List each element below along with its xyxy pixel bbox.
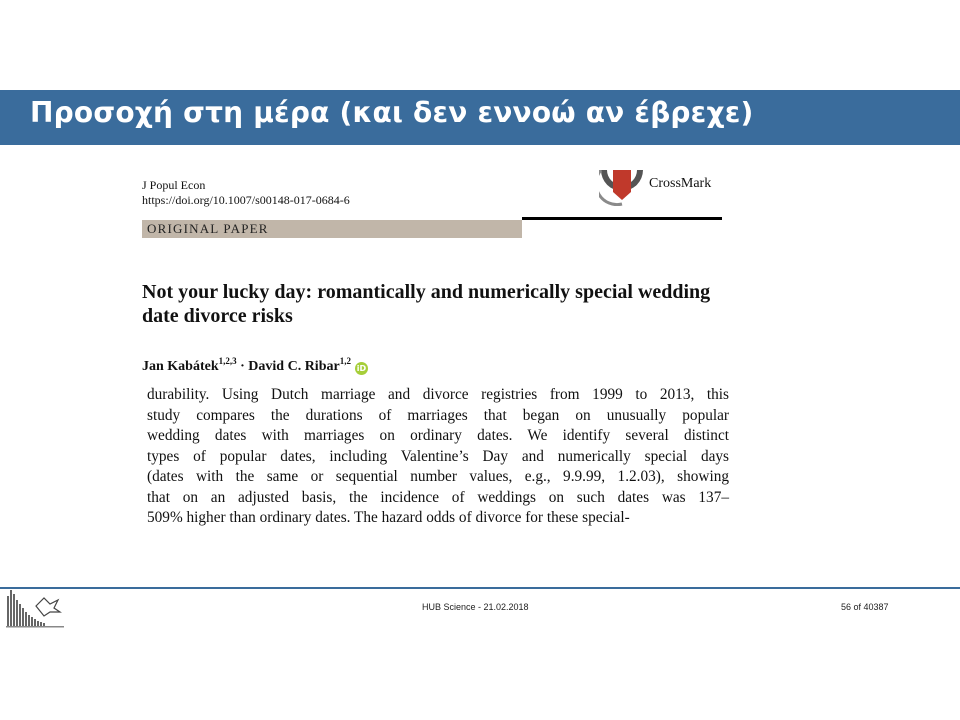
abstract-line: (dates with the same or sequential number values, e.g., 9.9.99, 1.2.03), showing — [147, 468, 729, 485]
abstract-line: study compares the durations of marriages that began on unusually popular — [147, 406, 729, 424]
crossmark-icon — [599, 170, 645, 206]
doi-link[interactable]: https://doi.org/10.1007/s00148-017-0684-6 — [142, 193, 350, 207]
slide-title: Προσοχή στη μέρα (και δεν εννοώ αν έβρεχε) — [30, 96, 754, 129]
journal-name: J Popul Econ — [142, 178, 206, 192]
orcid-icon[interactable]: iD — [356, 364, 367, 373]
abstract-line: durability. Using Dutch marriage and divorce registries from 1999 to 2013, this — [147, 386, 729, 403]
author-name: Jan Kabátek — [142, 359, 219, 374]
header-rule — [522, 217, 722, 220]
author-affiliation: 1,2 — [339, 356, 351, 366]
abstract-line: 509% higher than ordinary dates. The hazard odds of divorce for these special- — [147, 509, 630, 526]
author-name: David C. Ribar — [248, 359, 340, 374]
hub-logo-icon — [6, 588, 64, 628]
abstract-line: wedding dates with marriages on ordinary dates. We identify several distinct — [147, 427, 729, 444]
author-separator: · — [236, 359, 249, 374]
crossmark-label: CrossMark — [649, 176, 712, 191]
footer-event: HUB Science - 21.02.2018 — [422, 602, 529, 612]
footer-divider — [0, 587, 960, 589]
abstract-line: that on an adjusted basis, the incidence of weddings on such dates was 137– — [147, 488, 729, 506]
author-affiliation: 1,2,3 — [218, 356, 237, 366]
paper-authors — [142, 356, 368, 375]
paper-title: Not your lucky day: romantically and numerically special wedding date divorce risks — [142, 281, 711, 327]
crossmark-badge[interactable] — [599, 170, 739, 206]
abstract-text — [147, 385, 729, 529]
paper-category: ORIGINAL PAPER — [147, 221, 269, 236]
slide-counter: 56 of 40387 — [841, 602, 889, 612]
abstract-line: types of popular dates, including Valentine’s Day and numerically special days — [147, 447, 729, 465]
paper-category-band — [142, 220, 522, 238]
